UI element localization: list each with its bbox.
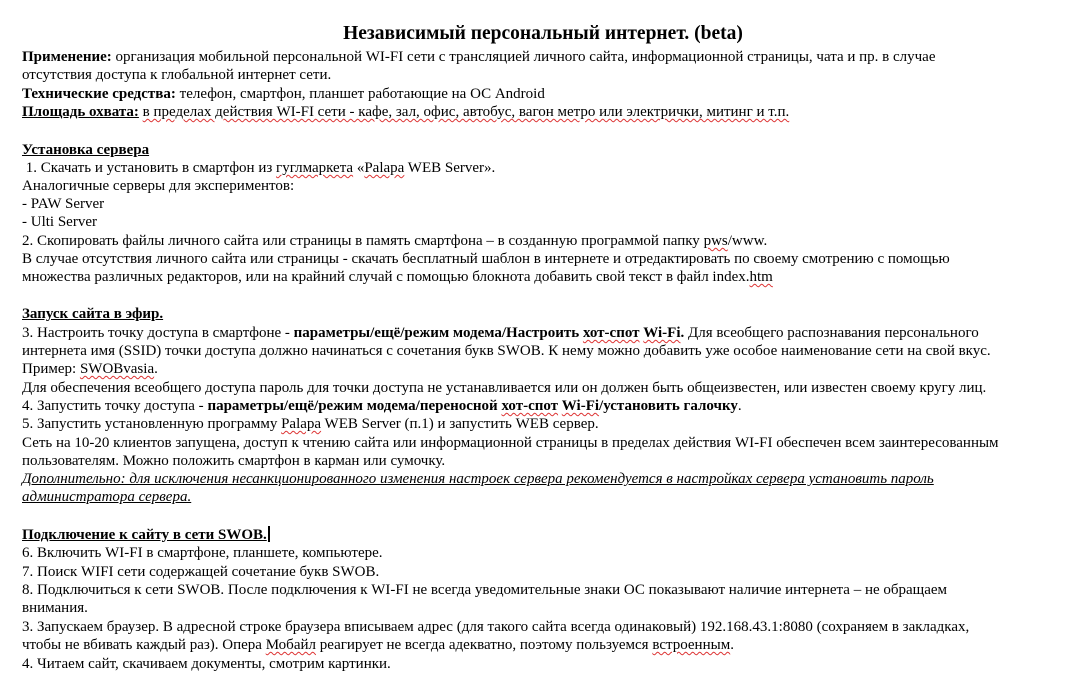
extra-note-2: администратора сервера. — [22, 489, 192, 505]
read-step: 4. Читаем сайт, скачиваем документы, смотрим картинки. — [22, 656, 391, 672]
example-line: Пример: SWOBvasia. — [22, 361, 158, 377]
tools-label: Технические средства: — [22, 86, 176, 102]
launch-step-4: 4. Запустить точку доступа - параметры/ещё/режим модема/переносной хот-спот Wi-Fi/установить галочку. — [22, 398, 742, 414]
alternatives-intro: Аналогичные серверы для экспериментов: — [22, 178, 295, 194]
application-line-2: отсутствия доступа к глобальной интернет сети. — [22, 67, 332, 83]
launch-step-3: 3. Настроить точку доступа в смартфоне - параметры/ещё/режим модема/Настроить хот-спот Wi-Fi. Для всеобщего распознавания персонального — [22, 325, 979, 341]
text-cursor — [268, 526, 270, 542]
coverage-label: Площадь охвата: — [22, 104, 139, 120]
tools-text: телефон, смартфон, планшет работающие на ОС Android — [179, 86, 545, 102]
coverage-text: в пределах действия WI-FI сети - кафе, зал, офис, автобус, вагон метро или электрички, митинг и т.п. — [142, 104, 790, 120]
connect-step-8-line-2: внимания. — [22, 600, 88, 616]
network-note-1: Сеть на 10-20 клиентов запущена, доступ к чтению сайта или информационной страницы в пределах действия WI-FI обеспечен всем заинтересованным — [22, 435, 999, 451]
connect-heading: Подключение к сайту в сети SWOB. — [22, 526, 270, 544]
application-line — [22, 48, 936, 66]
browser-step-line-1: 3. Запускаем браузер. В адресной строке браузера вписываем адрес (для такого сайта всегда одинаковый) 192.168.43.1:8080 (сохраняем в закладках, — [22, 619, 970, 635]
connect-step-7: 7. Поиск WIFI сети содержащей сочетание букв SWOB. — [22, 564, 380, 580]
install-step-1: 1. Скачать и установить в смартфон из гуглмаркета «Palapa WEB Server». — [25, 160, 496, 176]
password-note: Для обеспечения всеобщего доступа пароль для точки доступа не устанавливается или он должен быть общеизвестен, или известен своему кругу лиц. — [22, 380, 987, 396]
network-note-2: пользователям. Можно положить смартфон в карман или сумочку. — [22, 453, 446, 469]
connect-step-8-line-1: 8. Подключиться к сети SWOB. После подключения к WI-FI не всегда уведомительные знаки ОС показывают наличие интернета – не обращаем — [22, 582, 948, 598]
alternative-server-1: - PAW Server — [22, 196, 105, 212]
tools-line — [22, 85, 545, 103]
alternative-server-2: - Ulti Server — [22, 214, 97, 230]
install-step-2: 2. Скопировать файлы личного сайта или страницы в память смартфона – в созданную программой папку pws/www. — [22, 233, 768, 249]
browser-step-line-2: чтобы не вбивать каждый раз). Опера Мобайл реагирует не всегда адекватно, поэтому пользуемся встроенным. — [22, 637, 734, 653]
application-text: организация мобильной персональной WI-FI сети с трансляцией личного сайта, информационной страницы, чата и пр. в случае — [115, 49, 936, 65]
extra-note-1: Дополнительно: для исключения несанкционированного изменения настроек сервера рекомендуется в настройках сервера установить пароль — [22, 471, 934, 487]
install-note-1: В случае отсутствия личного сайта или страницы - скачать бесплатный шаблон в интернете и отредактировать по своему смотрению с помощью — [22, 251, 950, 267]
launch-step-5: 5. Запустить установленную программу Palapa WEB Server (п.1) и запустить WEB сервер. — [22, 416, 599, 432]
coverage-line — [22, 103, 789, 121]
connect-step-6: 6. Включить WI-FI в смартфоне, планшете, компьютере. — [22, 545, 383, 561]
install-heading: Установка сервера — [22, 142, 150, 158]
install-note-2: множества различных редакторов, или на крайний случай с помощью блокнота добавить свой текст в файл index.htm — [22, 269, 773, 285]
launch-heading: Запуск сайта в эфир. — [22, 306, 164, 322]
application-label: Применение: — [22, 49, 112, 65]
document-title: Независимый персональный интернет. (beta) — [343, 23, 743, 44]
launch-step-3-line-2: интернета имя (SSID) точки доступа должно начинаться с сочетания букв SWOB. К нему можно добавить уже особое наименование сети на свой вкус. — [22, 343, 991, 359]
